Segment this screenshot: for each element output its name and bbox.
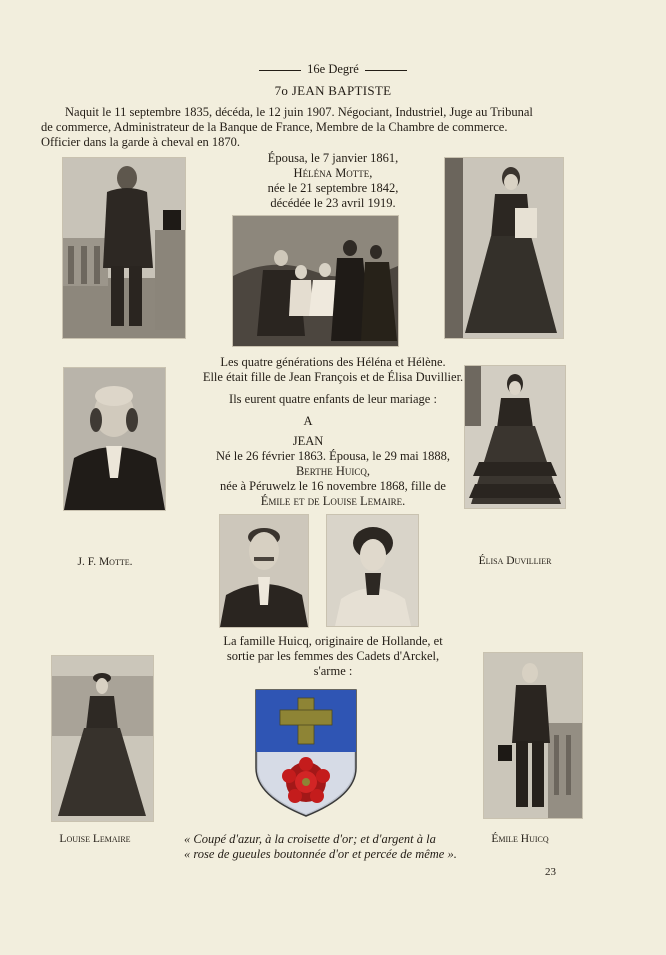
page-title: 7o JEAN BAPTISTE [274, 83, 392, 98]
photo-louise-lemaire [51, 655, 154, 822]
generations-line-1: Les quatre générations des Héléna et Hélène. [220, 355, 446, 369]
intro-line-3: Officier dans la garde à cheval en 1870. [41, 135, 240, 149]
page-number: 23 [545, 866, 556, 878]
family-line-2: sortie par les femmes des Cadets d'Arckel, [226, 649, 440, 663]
child-line-4: Émile et de Louise Lemaire. [260, 494, 406, 508]
child-name: JEAN [292, 434, 324, 448]
coat-of-arms [252, 688, 360, 818]
intro-line-2: de commerce, Administrateur de la Banque de France, Membre de la Chambre de commerce. [41, 120, 508, 134]
photo-four-generations [232, 215, 399, 347]
child-line-3: née à Péruwelz le 16 novembre 1868, fille de [220, 479, 446, 493]
photo-jean-baptiste [62, 157, 186, 339]
right-rule [365, 70, 407, 71]
child-letter: A [303, 414, 313, 428]
photo-helena-motte [444, 157, 564, 339]
left-rule [259, 70, 301, 71]
generations-line-2: Elle était fille de Jean François et de Élisa Duvillier. [202, 370, 464, 384]
caption-jf-motte: J. F. Motte. [77, 556, 133, 568]
marriage-line-4: décédée le 23 avril 1919. [270, 196, 396, 210]
photo-jf-motte [63, 367, 166, 511]
blazon-line-2: « rose de gueules boutonnée d'or et percée de même ». [184, 847, 457, 861]
generations-line-3: Ils eurent quatre enfants de leur mariage : [229, 392, 437, 406]
caption-elisa-duvillier: Élisa Duvillier [478, 555, 552, 567]
family-line-1: La famille Huicq, originaire de Hollande, et [223, 634, 443, 648]
photo-jean [219, 514, 309, 628]
child-line-1: Né le 26 février 1863. Épousa, le 29 mai 1888, [216, 449, 450, 463]
degree-label: 16e Degré [307, 62, 359, 76]
caption-emile-huicq: Émile Huicq [491, 833, 549, 845]
photo-berthe-huicq [326, 514, 419, 627]
marriage-line-3: née le 21 septembre 1842, [267, 181, 399, 195]
family-line-3: s'arme : [313, 664, 353, 678]
intro-line-1: Naquit le 11 septembre 1835, décéda, le 12 juin 1907. Négociant, Industriel, Juge au Tribunal [65, 105, 533, 119]
caption-louise-lemaire: Louise Lemaire [59, 833, 131, 845]
blazon-line-1: « Coupé d'azur, à la croisette d'or; et d'argent à la [184, 832, 436, 846]
child-line-2: Berthe Huicq, [295, 464, 371, 478]
marriage-line-2: Héléna Motte, [293, 166, 373, 180]
degree-heading [0, 62, 666, 77]
photo-emile-huicq [483, 652, 583, 819]
marriage-line-1: Épousa, le 7 janvier 1861, [267, 151, 399, 165]
